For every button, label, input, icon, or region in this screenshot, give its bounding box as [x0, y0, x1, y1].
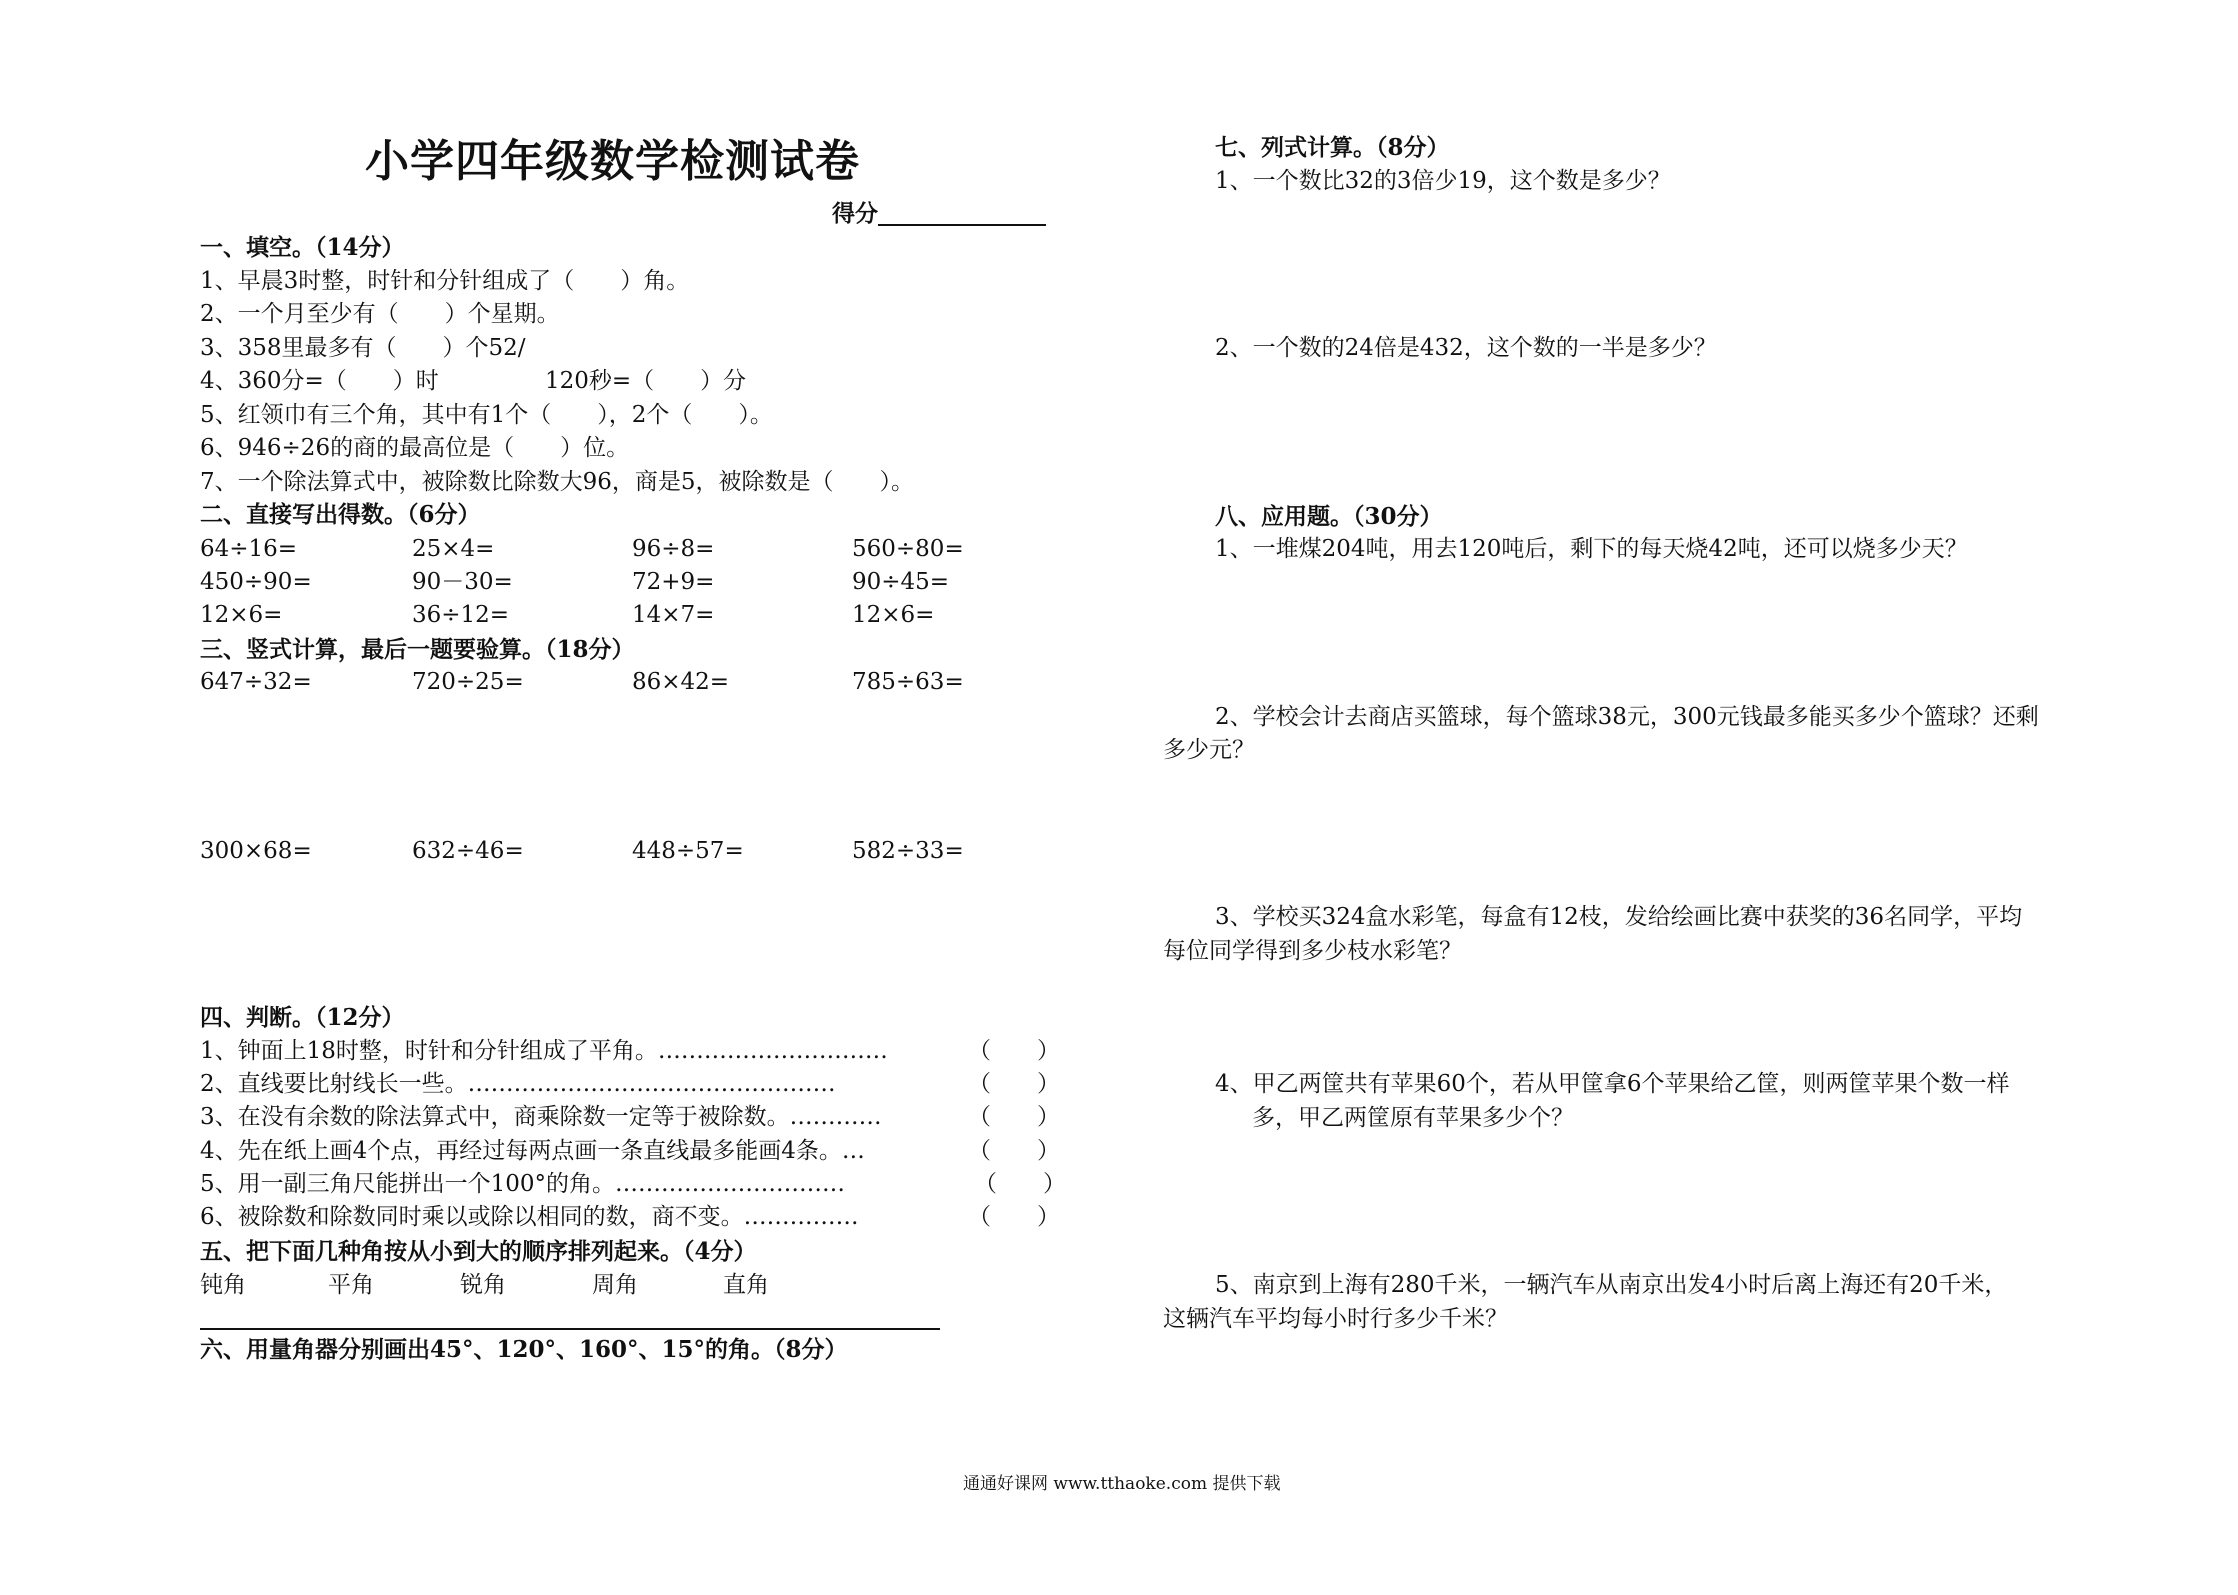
angle-label: 锐角 — [460, 1272, 506, 1298]
calc-item: 14×7= — [632, 602, 715, 628]
section-6-heading: 六、用量角器分别画出45°、120°、160°、15°的角。（8分） — [200, 1336, 848, 1363]
answer-line — [200, 1328, 940, 1330]
judge-item-1: 1、钟面上18时整，时针和分针组成了平角。………………………… — [200, 1038, 888, 1064]
fill-item-7: 7、一个除法算式中，被除数比除数大96，商是5，被除数是（ ）。 — [200, 469, 915, 495]
judge-item-3: 3、在没有余数的除法算式中，商乘除数一定等于被除数。………… — [200, 1104, 882, 1130]
fill-item-6: 6、946÷26的商的最高位是（ ）位。 — [200, 435, 630, 461]
word-problem-3-line-1: 3、学校买324盒水彩笔，每盒有12枝，发给绘画比赛中获奖的36名同学，平均 — [1215, 904, 2023, 930]
fill-item-4a: 4、360分=（ ）时 — [200, 368, 439, 394]
judge-item-5: 5、用一副三角尺能拼出一个100°的角。………………………… — [200, 1171, 846, 1197]
word-problem-1: 1、一堆煤204吨，用去120吨后，剩下的每天烧42吨，还可以烧多少天？ — [1215, 536, 1968, 562]
vertical-calc-item: 300×68= — [200, 838, 312, 864]
vertical-calc-item: 448÷57= — [632, 838, 744, 864]
score-blank-line — [878, 224, 1046, 226]
section-7-heading: 七、列式计算。（8分） — [1215, 134, 1450, 161]
judge-item-4: 4、先在纸上画4个点，再经过每两点画一条直线最多能画4条。… — [200, 1138, 865, 1164]
vertical-calc-item: 582÷33= — [852, 838, 964, 864]
section-1-heading: 一、填空。（14分） — [200, 234, 405, 261]
judge-bracket: （ ） — [968, 1204, 1060, 1230]
calc-item: 36÷12= — [412, 602, 510, 628]
angle-label: 周角 — [592, 1272, 638, 1298]
calc-item: 72+9= — [632, 569, 715, 595]
calc-item: 450÷90= — [200, 569, 312, 595]
section-4-heading: 四、判断。（12分） — [200, 1004, 405, 1031]
section-8-heading: 八、应用题。（30分） — [1215, 503, 1443, 530]
judge-item-6: 6、被除数和除数同时乘以或除以相同的数，商不变。…………… — [200, 1204, 859, 1230]
word-problem-3-line-2: 每位同学得到多少枝水彩笔？ — [1163, 938, 1462, 964]
angle-label: 平角 — [328, 1272, 374, 1298]
calc-item: 560÷80= — [852, 536, 964, 562]
judge-bracket: （ ） — [974, 1171, 1066, 1197]
word-problem-4-line-2: 多，甲乙两筐原有苹果多少个？ — [1252, 1105, 1574, 1131]
vertical-calc-item: 647÷32= — [200, 669, 312, 695]
word-problem-2-line-2: 多少元？ — [1163, 737, 1255, 763]
calc-item: 90÷45= — [852, 569, 950, 595]
expression-item-2: 2、一个数的24倍是432，这个数的一半是多少？ — [1215, 335, 1717, 361]
vertical-calc-item: 86×42= — [632, 669, 730, 695]
section-3-heading: 三、竖式计算，最后一题要验算。（18分） — [200, 636, 635, 663]
calc-item: 25×4= — [412, 536, 495, 562]
expression-item-1: 1、一个数比32的3倍少19，这个数是多少？ — [1215, 168, 1671, 194]
calc-item: 64÷16= — [200, 536, 298, 562]
page-title: 小学四年级数学检测试卷 — [365, 136, 860, 187]
fill-item-2: 2、一个月至少有（ ）个星期。 — [200, 301, 560, 327]
fill-item-1: 1、早晨3时整，时针和分针组成了（ ）角。 — [200, 268, 690, 294]
vertical-calc-item: 785÷63= — [852, 669, 964, 695]
section-5-heading: 五、把下面几种角按从小到大的顺序排列起来。（4分） — [200, 1238, 757, 1265]
calc-item: 96÷8= — [632, 536, 715, 562]
score-label: 得分 — [832, 200, 878, 227]
vertical-calc-item: 632÷46= — [412, 838, 524, 864]
judge-bracket: （ ） — [968, 1038, 1060, 1064]
judge-item-2: 2、直线要比射线长一些。………………………………………… — [200, 1071, 836, 1097]
vertical-calc-item: 720÷25= — [412, 669, 524, 695]
word-problem-2-line-1: 2、学校会计去商店买篮球，每个篮球38元，300元钱最多能买多少个篮球？还剩 — [1215, 704, 2039, 730]
fill-item-3: 3、358里最多有（ ）个52/ — [200, 335, 526, 361]
section-2-heading: 二、直接写出得数。（6分） — [200, 501, 481, 528]
calc-item: 90－30= — [412, 569, 513, 595]
fill-item-5: 5、红领巾有三个角，其中有1个（ ），2个（ ）。 — [200, 402, 773, 428]
calc-item: 12×6= — [852, 602, 935, 628]
calc-item: 12×6= — [200, 602, 283, 628]
fill-item-4b: 120秒=（ ）分 — [545, 368, 747, 394]
judge-bracket: （ ） — [968, 1104, 1060, 1130]
word-problem-5-line-1: 5、南京到上海有280千米，一辆汽车从南京出发4小时后离上海还有20千米， — [1215, 1272, 2008, 1298]
word-problem-4-line-1: 4、甲乙两筐共有苹果60个，若从甲筐拿6个苹果给乙筐，则两筐苹果个数一样 — [1215, 1071, 2010, 1097]
word-problem-5-line-2: 这辆汽车平均每小时行多少千米？ — [1163, 1306, 1508, 1332]
angle-label: 直角 — [723, 1272, 769, 1298]
judge-bracket: （ ） — [968, 1138, 1060, 1164]
angle-label: 钝角 — [200, 1272, 246, 1298]
footer-text: 通通好课网 www.tthaoke.com 提供下载 — [963, 1474, 1281, 1494]
judge-bracket: （ ） — [968, 1071, 1060, 1097]
